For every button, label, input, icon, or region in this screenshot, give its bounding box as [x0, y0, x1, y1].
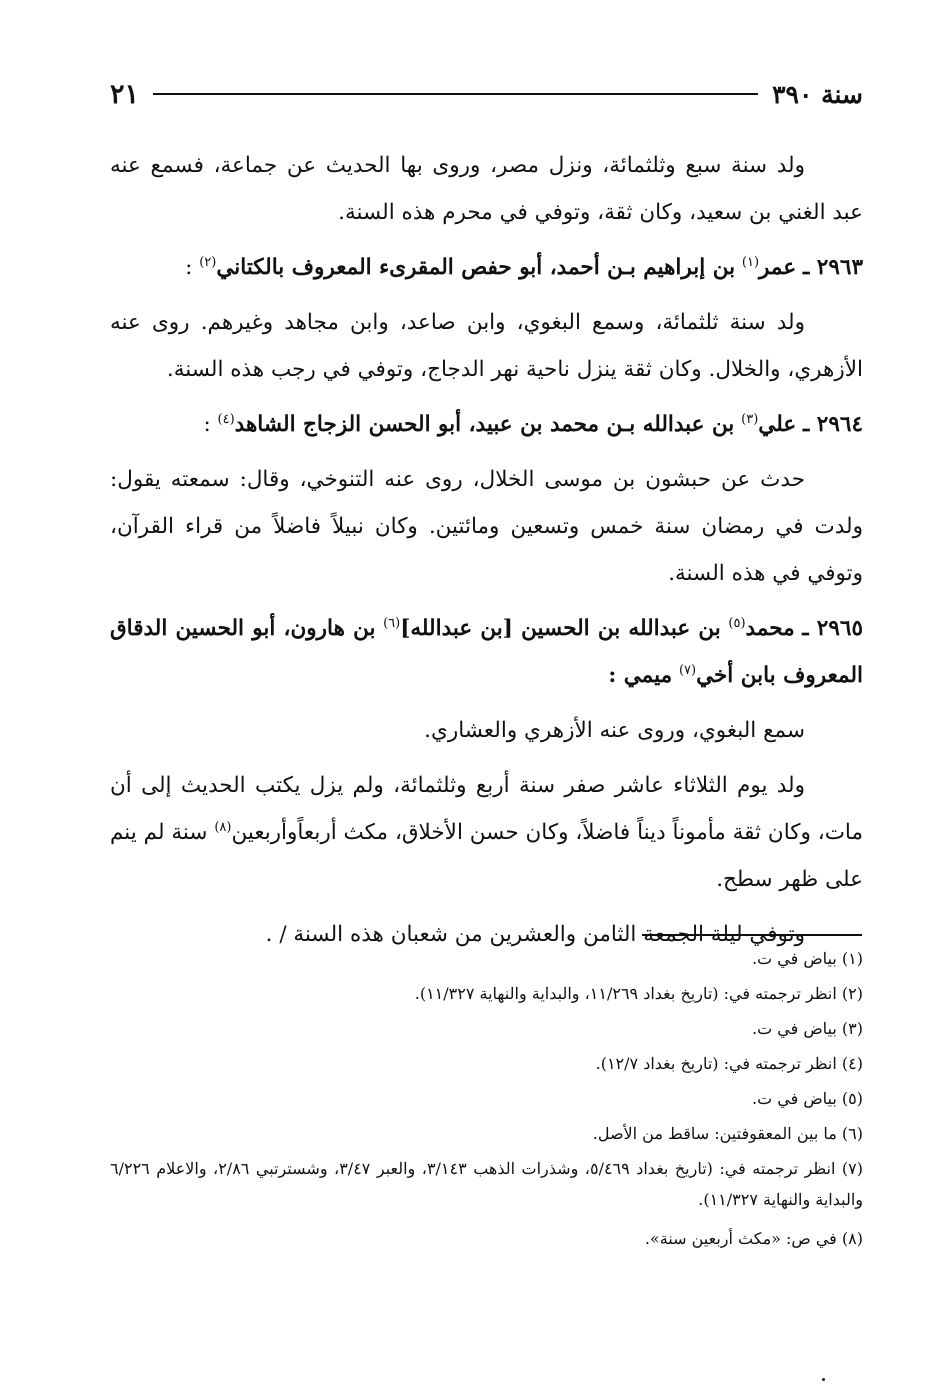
running-title-year: سنة ٣٩٠	[772, 79, 863, 109]
paragraph-text: سنة لم ينم على ظهر سطح.	[110, 820, 863, 892]
entry-lineage: بن إبراهيم بـن أحمد، أبو حفص المقرىء المعروف بالكتاني	[216, 255, 736, 280]
footnote-ref: (٦)	[383, 615, 401, 631]
header-rule	[153, 93, 758, 95]
entry-2964-heading	[110, 401, 863, 448]
entry-number: ٢٩٦٣ ـ	[803, 255, 863, 280]
footnote: (١) بياض في ت.	[752, 949, 863, 968]
entry-name: علي	[758, 412, 797, 437]
entry-lineage: بن عبدالله بـن محمد بن عبيد، أبو الحسن الزجاج الشاهد	[234, 412, 735, 437]
footnotes	[110, 943, 863, 1258]
footnote: (٦) ما بين المعقوفتين: ساقط من الأصل.	[592, 1124, 863, 1143]
entry-2963-heading	[110, 244, 863, 291]
entry-nickname: ميمي :	[608, 663, 673, 688]
footnote-ref: (٢)	[199, 254, 217, 270]
paragraph: وتوفي ليلة الجمعة الثامن والعشرين من شعبان هذه السنة / .	[265, 922, 805, 947]
footnote-separator	[642, 934, 862, 936]
entry-2965-heading	[110, 605, 863, 699]
footnote-ref: (٨)	[214, 819, 232, 835]
entry-name: محمد	[745, 616, 795, 641]
entry-number: ٢٩٦٤ ـ	[803, 412, 863, 437]
page-number: ٢١	[110, 78, 140, 110]
entry-lineage: بن عبدالله بن الحسين [بن عبدالله]	[400, 616, 721, 641]
entry-colon: :	[185, 255, 193, 280]
entry-lineage-cont: بن هارون، أبو الحسين الدقاق المعروف بابن أخي	[110, 616, 863, 688]
paragraph: ولد سنة ثلثمائة، وسمع البغوي، وابن صاعد، وابن مجاهد وغيرهم. روى عنه الأزهري، والخلال. وكان ثقة ينزل ناحية نهر الدجاج، وتوفي في رجب هذه السنة.	[110, 310, 863, 382]
footnote-ref: (٥)	[728, 615, 746, 631]
footnote-ref: (٣)	[741, 411, 759, 427]
footnote: (٣) بياض في ت.	[752, 1019, 863, 1038]
main-text	[110, 142, 863, 966]
footnote-ref: (١)	[741, 254, 760, 270]
running-header	[110, 76, 863, 112]
scan-speck	[822, 1378, 825, 1381]
footnote: (٨) في ص: «مكث أربعين سنة».	[644, 1229, 863, 1248]
paragraph: سمع البغوي، وروى عنه الأزهري والعشاري.	[424, 718, 805, 743]
paragraph: ولد سنة سبع وثلثمائة، ونزل مصر، وروى بها الحديث عن جماعة، فسمع عنه عبد الغني بن سعيد، وكان ثقة، وتوفي في محرم هذه السنة.	[110, 153, 863, 225]
footnote: (٤) انظر ترجمته في: (تاريخ بغداد ١٢/٧).	[595, 1054, 863, 1073]
footnote-ref: (٤)	[217, 411, 235, 427]
footnote: (٧) انظر ترجمته في: (تاريخ بغداد ٥/٤٦٩، وشذرات الذهب ٣/١٤٣، والعبر ٣/٤٧، وشسترتبي ٢/٨٦، والاعلام ٦/٢٢٦ والبداية والنهاية ١١/٣٢٧).	[110, 1159, 864, 1209]
paragraph: حدث عن حبشون بن موسى الخلال، روى عنه التنوخي، وقال: سمعته يقول: ولدت في رمضان سنة خمس وتسعين ومائتين. وكان نبيلاً فاضلاً من قراء القرآن، وتوفي في هذه السنة.	[110, 467, 863, 586]
entry-name: عمر	[759, 255, 797, 280]
paragraph	[110, 762, 863, 903]
footnote-ref: (٧)	[678, 662, 697, 678]
footnote: (٢) انظر ترجمته في: (تاريخ بغداد ١١/٢٦٩، والبداية والنهاية ١١/٣٢٧).	[414, 984, 863, 1003]
entry-number: ٢٩٦٥ ـ	[802, 616, 863, 641]
entry-colon: :	[203, 412, 211, 437]
paragraph-text: ولد يوم الثلاثاء عاشر صفر سنة أربع وثلثمائة، ولم يزل يكتب الحديث إلى أن مات، وكان ثقة مأموناً ديناً فاضلاً، وكان حسن الأخلاق، مكث أربعاًوأربعين	[110, 773, 864, 845]
footnote: (٥) بياض في ت.	[752, 1089, 863, 1108]
